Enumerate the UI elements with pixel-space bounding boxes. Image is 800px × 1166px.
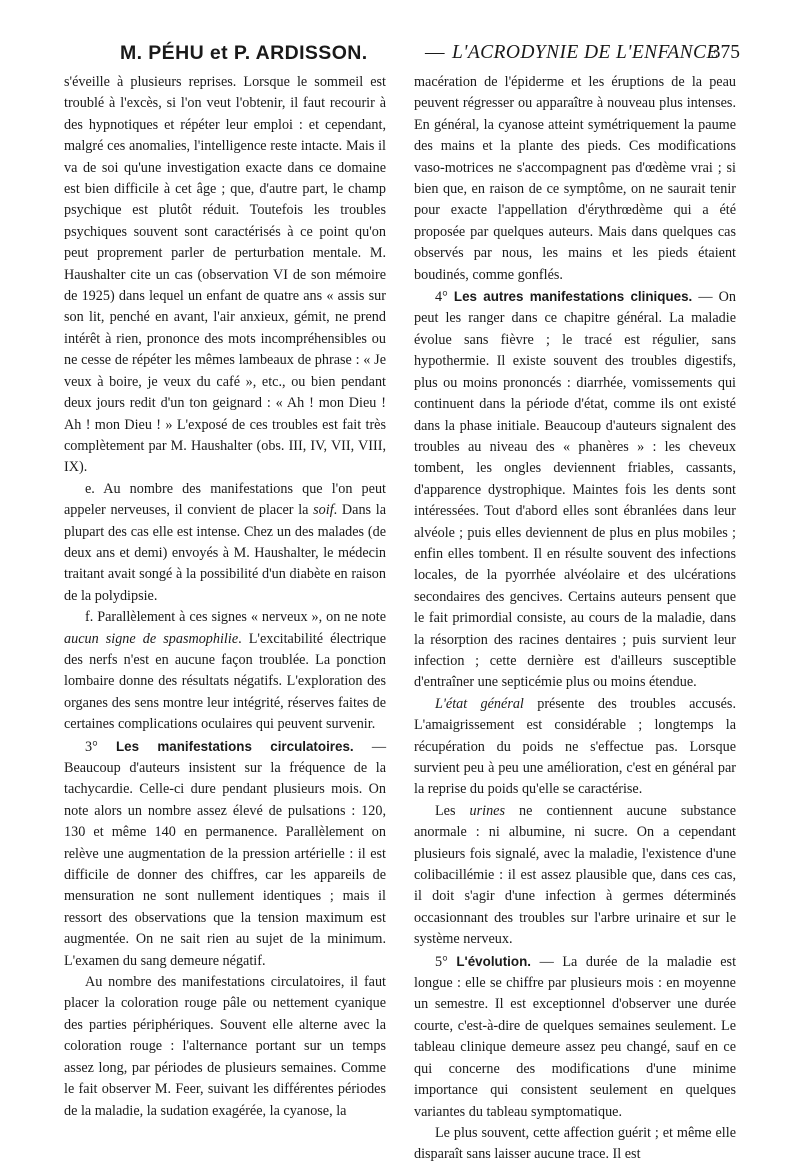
paragraph-spasmophilia — [64, 607, 386, 735]
paragraph-text: e. Au nombre des manifestations que l'on peut appeler nerveuses, il convient de placer la — [64, 480, 386, 519]
section-heading: Les autres manifestations cliniques. — [453, 289, 693, 305]
section-circulatory — [64, 736, 386, 972]
paragraph-text: présente des troubles accusés. L'amaigrissement est considérable ; longtemps la récupération du poids ne s'effectue pas. Lorsque survient peu à peu une amélioration, c'est en général par la reprise du poids qu'elle se caractérise. — [414, 695, 736, 798]
section-number: 3° — [85, 738, 98, 755]
paragraph-text: . L'excitabilité électrique des nerfs n'est en aucune façon troublée. La ponction lombaire donne des résultats négatifs. L'exploration des organes des sens montre leur intégrité, réserves faites de certaines complications oculaires qui peuvent survenir. — [64, 630, 386, 733]
header-dash: — — [425, 42, 445, 63]
section-other-manifestations — [414, 286, 736, 694]
emphasis-soif: soif — [313, 502, 334, 519]
section-heading: Les manifestations circulatoires. — [115, 738, 354, 754]
paragraph-text: — Beaucoup d'auteurs insistent sur la fréquence de la tachycardie. Celle-ci dure pendant plusieurs mois. On note alors un nombre assez élevé de pulsations : 120, 130 et même 140 en permanence. Parallèlement on relève une augmentation de la pression artérielle : il est difficile de donner des chiffres, car les appareils de mensuration ne sont nullement identiques ; mais il ressort des observations que la tension maximum est augmentée. On ne sait rien au sujet de la minimum. L'examen du sang demeure négatif. — [64, 738, 386, 969]
paragraph-sleep-psychic: s'éveille à plusieurs reprises. Lorsque le sommeil est troublé à l'excès, si l'on veut l'obtenir, il faut recourir à des hypnotiques et répéter leur emploi : et cependant, malgré ces anomalies, l'intelligence reste intacte. Mais il va de soi qu'une investigation exacte dans ce domaine est bien difficile à cet âge ; que, d'autre part, le champ psychique est plutôt réduit. Toutefois les troubles psychiques souvent sont caractérisés à ce point qu'on peut proprement parler de perturbation mentale. M. Haushalter cite un cas (observation VI de son mémoire de 1925) dans lequel un enfant de quatre ans « assis sur son lit, penché en avant, l'air anxieux, gémit, ne prend intérêt à rien, prononce des mots incompréhensibles ou ne cesse de répéter les mêmes lambeaux de phrase : « Je veux à boire, je veux du café », etc., ou bien pendant deux jours redit d'un ton geignard : « Ah ! mon Dieu ! Ah ! mon Dieu ! » L'exposé de ces troubles est fait très complètement par M. Haushalter (obs. III, IV, VII, VIII, IX). — [64, 74, 386, 476]
paragraph-outcome: Le plus souvent, cette affection guérit ; et même elle disparaît sans laisser aucune trace. Il est — [414, 1124, 736, 1163]
paragraph-text: Les — [435, 802, 456, 819]
emphasis-urines: urines — [469, 802, 505, 819]
header-title: L'ACRODYNIE DE L'ENFANCE — [452, 42, 719, 63]
paragraph-text: ne contiennent aucune substance anormale : ni albumine, ni sucre. On a cependant plusieurs fois signalé, avec la maladie, l'existence d'une colibacillémie : il est assez plausible que, dans ces cas, il doit s'agir d'une infection à germes déterminés occasionnant des troubles sur l'arbre urinaire et sur le système nerveux. — [414, 802, 737, 948]
emphasis-spasmophilia: aucun signe de spasmophilie — [64, 630, 239, 647]
left-column — [64, 72, 386, 1122]
paragraph-text: f. Parallèlement à ces signes « nerveux », on ne note — [85, 609, 386, 626]
section-number: 5° — [435, 953, 448, 970]
paragraph-coloration: Au nombre des manifestations circulatoires, il faut placer la coloration rouge pâle ou nettement cyanique des parties périphériques. Souvent elle alterne avec la coloration rouge : l'alternance portant sur un temps assez long, par périodes de plusieurs semaines. Comme le fait observer M. Feer, suivant les différentes périodes de la maladie, la sudation exagérée, la cyanose, la — [64, 974, 386, 1119]
paragraph-text: — On peut les ranger dans ce chapitre général. La maladie évolue sans fièvre ; le tracé est régulier, sans hypothermie. Il existe souvent des troubles digestifs, plus ou moins prononcés : diarrhée, vomissements qui continuent dans la période d'état, comme ils ont existé dans la phase initiale. Beaucoup d'auteurs signalent des troubles au niveau des « phanères » : les cheveux tombent, les ongles deviennent friables, cassants, d'apparence dystrophique. Maintes fois les dents sont intéressées. Tout d'abord elles sont ébranlées dans leur alvéole ; puis elles deviennent de plus en plus mobiles ; enfin elles tombent. Il en résulte souvent des infections locales, de la pyorrhée alvéolaire et des ulcérations secondaires des gencives. Certains auteurs pensent que le fait primordial consiste, au cours de la maladie, dans la résorption des racines dentaires ; puis survient leur infection ; cette dernière est d'ailleurs susceptible d'entraîner une septicémie plus ou moins étendue. — [414, 289, 737, 691]
header-authors: M. PÉHU et P. ARDISSON. — [120, 42, 368, 64]
paragraph-thirst — [64, 479, 386, 607]
paragraph-text: — La durée de la maladie est longue : elle se chiffre par plusieurs mois : en moyenne un semestre. Il est exceptionnel d'observer une durée courte, c'est-à-dire de quelques semaines seulement. Le tableau clinique demeure assez peu changé, sauf en ce qui concerne des modifications d'une minime importance qui consistent seulement en quelques variantes du tableau symptomatique. — [414, 953, 737, 1120]
section-heading: L'évolution. — [456, 953, 531, 969]
paragraph-general-state — [414, 694, 736, 801]
running-header — [60, 38, 740, 68]
emphasis-etat-general: L'état général — [435, 695, 524, 712]
page-number: 375 — [710, 42, 740, 63]
paragraph-maceration: macération de l'épiderme et les éruptions de la peau peuvent régresser ou apparaître à nouveau plus intenses. En général, la cyanose atteint symétriquement la paume des mains et la plante des pieds. Ces modifications vaso-motrices ne s'accompagnent pas d'œdème vrai ; si bien que, en raison de ce symptôme, on ne saurait tenir pour exacte l'appellation d'érythrœdème qui a été proposée par quelques auteurs. Mais dans quelques cas observés par nous, les mains et les pieds étaient boudinés, comme gonflés. — [414, 74, 736, 283]
paragraph-text: . Dans la plupart des cas elle est intense. Chez un des malades (de deux ans et demi) envoyés à M. Haushalter, le médecin traitant avait songé à la possibilité d'un diabète en raison de la polydipsie. — [64, 502, 386, 604]
section-evolution — [414, 951, 736, 1123]
paragraph-urines — [414, 801, 736, 951]
section-number: 4° — [435, 289, 448, 306]
right-column — [414, 72, 736, 1166]
